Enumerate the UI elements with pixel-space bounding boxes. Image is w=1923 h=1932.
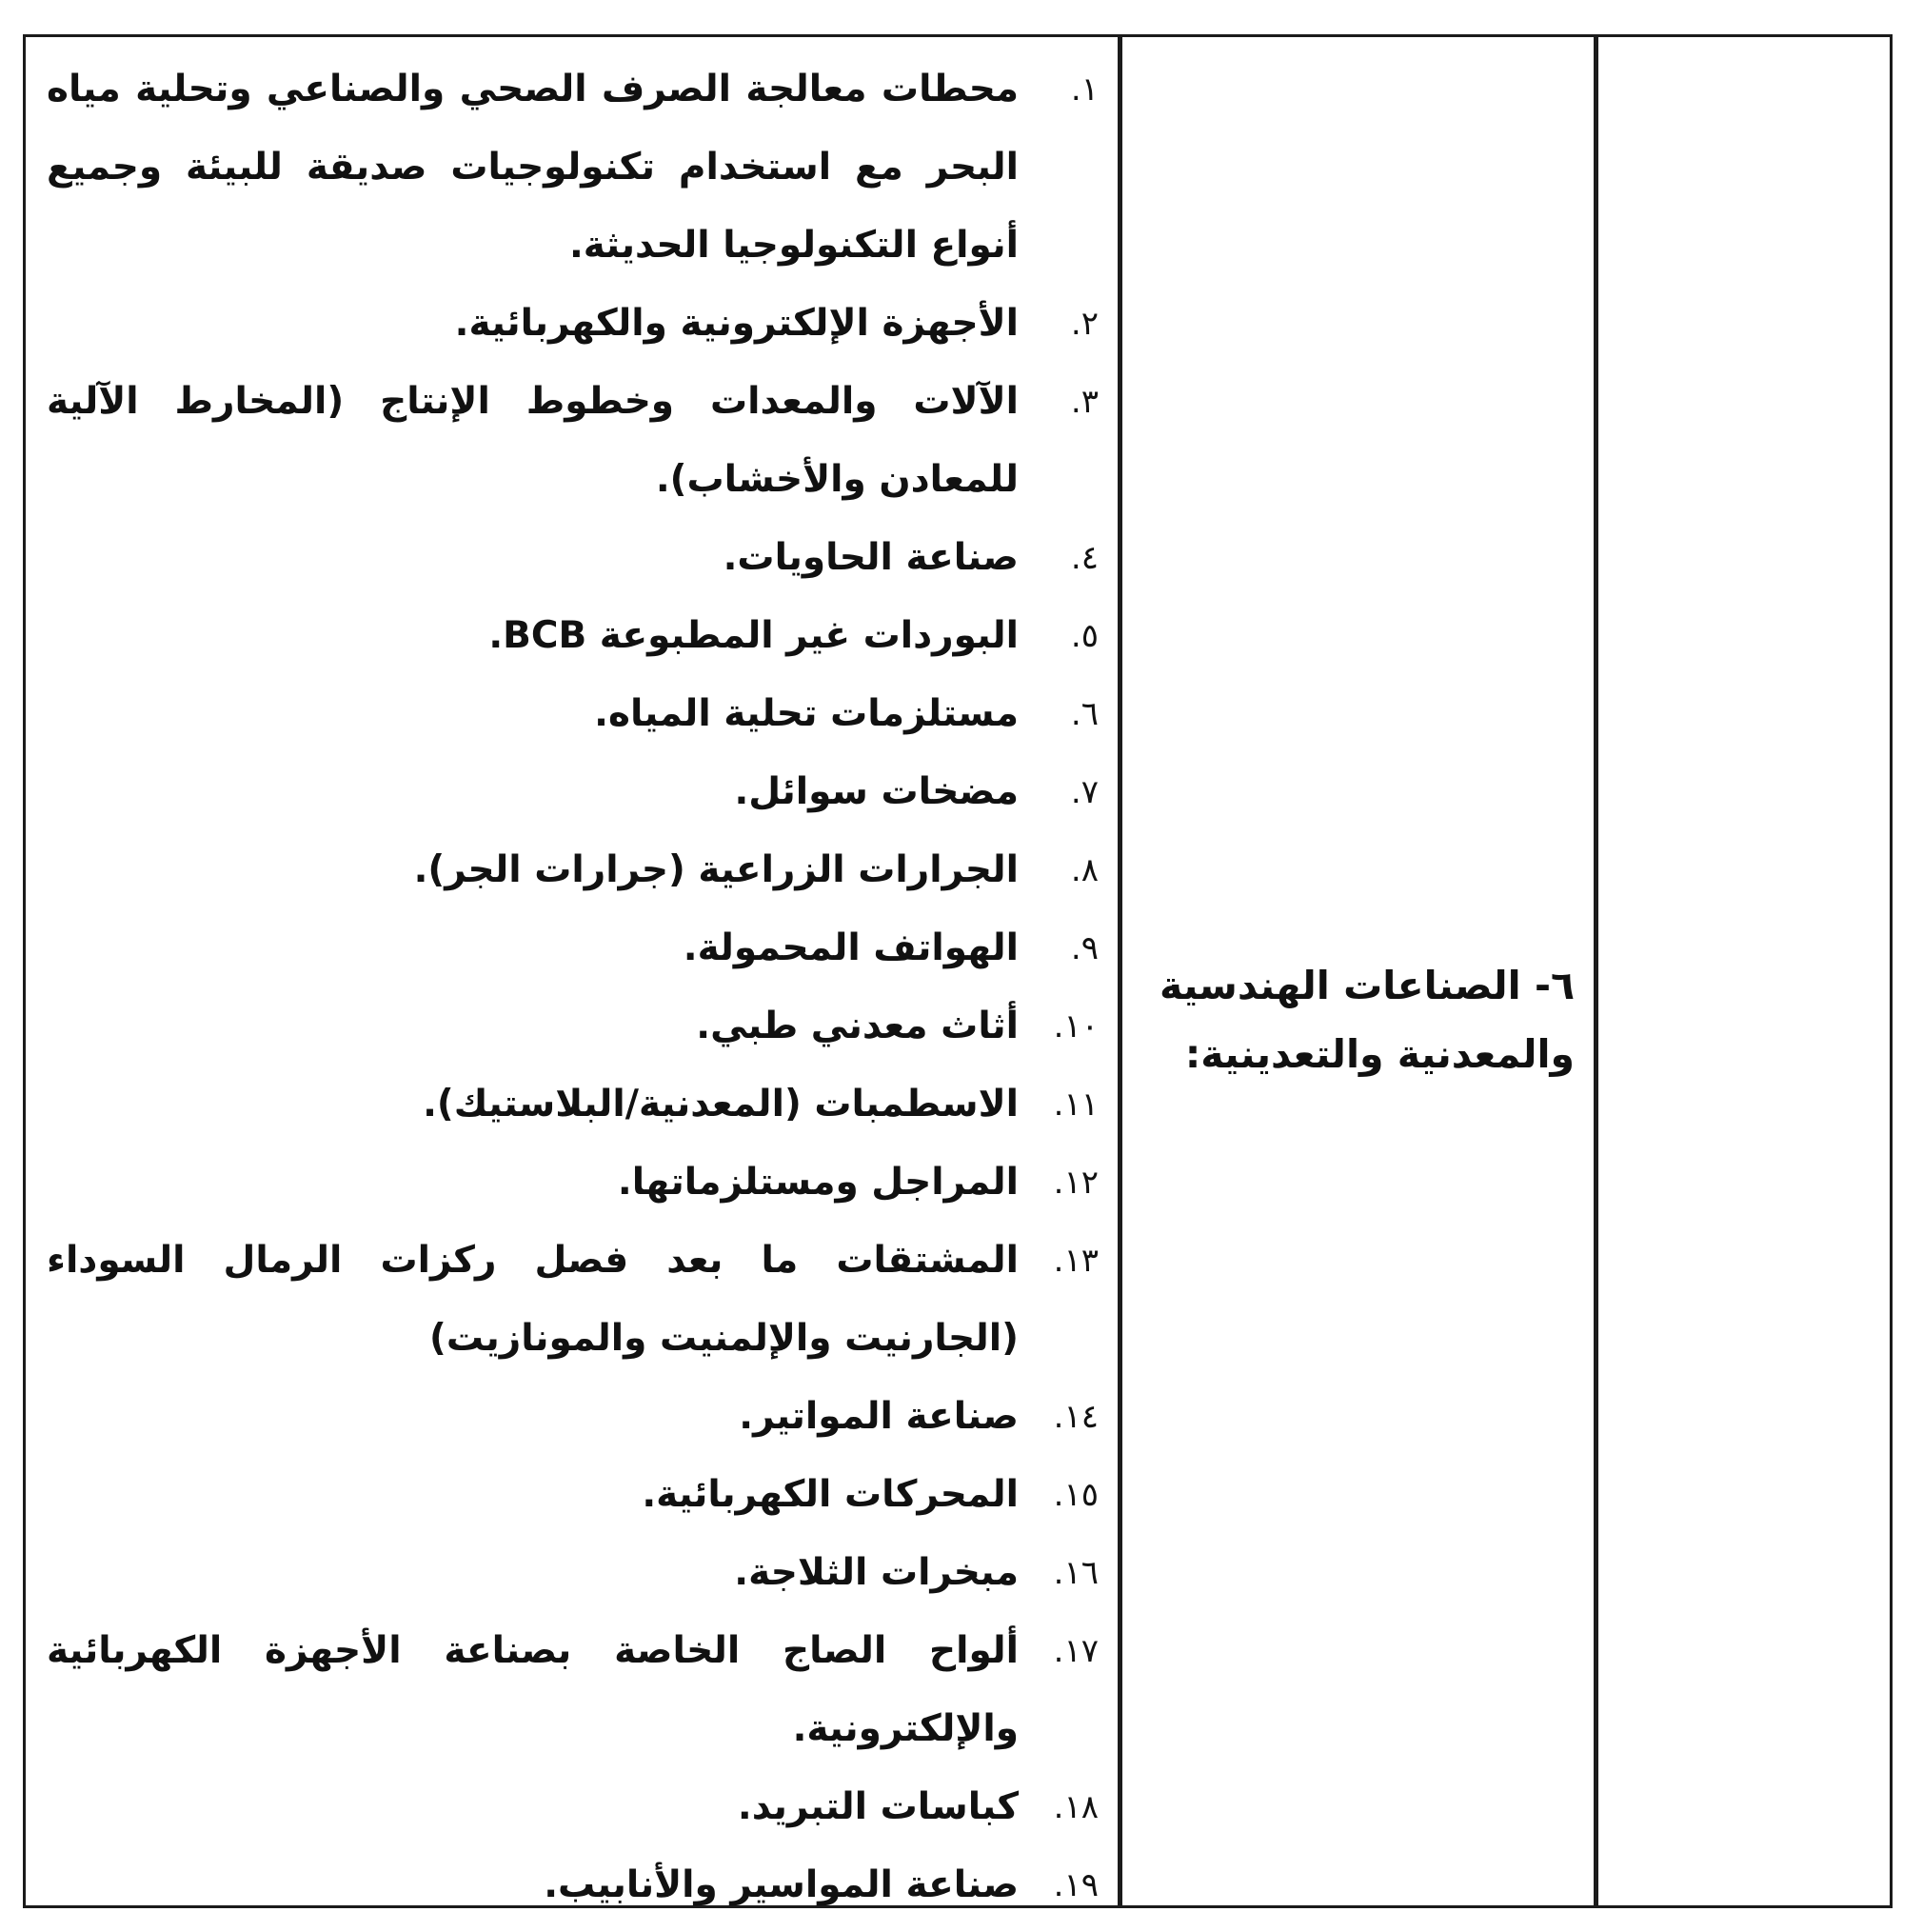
item-number: ٦. xyxy=(1070,695,1099,733)
item-text: صناعة الحاويات. xyxy=(723,536,1019,579)
item-text: المراجل ومستلزماتها. xyxy=(617,1161,1019,1204)
item-text: ألواح الصاج الخاصة بصناعة الأجهزة الكهربائية والإلكترونية. xyxy=(47,1629,1019,1750)
item-number: ١٣. xyxy=(1053,1242,1099,1280)
list-item xyxy=(26,1066,1118,1144)
item-number: ٧. xyxy=(1070,773,1099,811)
list-item xyxy=(26,1534,1118,1612)
item-number: ٥. xyxy=(1070,617,1099,655)
item-text: مستلزمات تحلية المياه. xyxy=(594,692,1019,735)
item-number: ١٨. xyxy=(1053,1788,1099,1826)
list-item xyxy=(26,753,1118,831)
list-item xyxy=(26,1222,1118,1378)
list-item xyxy=(26,1612,1118,1768)
item-number: ١٩. xyxy=(1053,1866,1099,1904)
item-number: ٩. xyxy=(1070,929,1099,967)
item-text: الهواتف المحمولة. xyxy=(683,926,1019,969)
item-text: صناعة المواتير. xyxy=(739,1395,1019,1438)
item-text: المشتقات ما بعد فصل ركزات الرمال السوداء (الجارنيت والإلمنيت والمونازيت) xyxy=(47,1239,1019,1360)
empty-column xyxy=(1596,37,1890,1905)
item-text: كباسات التبريد. xyxy=(737,1785,1019,1828)
industry-items-list xyxy=(26,50,1118,1924)
item-text: البوردات غير المطبوعة BCB. xyxy=(488,614,1019,657)
item-text: صناعة المواسير والأنابيب. xyxy=(544,1863,1019,1906)
list-item xyxy=(26,597,1118,675)
category-column xyxy=(1120,37,1596,1905)
category-label: ٦- الصناعات الهندسية والمعدنية والتعدينية: xyxy=(1159,963,1575,1077)
item-number: ١٧. xyxy=(1053,1632,1099,1670)
item-number: ٨. xyxy=(1070,851,1099,889)
sector-table xyxy=(23,34,1893,1908)
item-text: محطات معالجة الصرف الصحي والصناعي وتحلية مياه البحر مع استخدام تكنولوجيات صديقة للبيئة وجميع أنواع التكنولوجيا الحديثة. xyxy=(47,68,1019,267)
item-number: ١٤. xyxy=(1053,1398,1099,1436)
item-number: ١٢. xyxy=(1053,1164,1099,1202)
list-item xyxy=(26,675,1118,753)
item-number: ١٦. xyxy=(1053,1554,1099,1592)
item-text: الأجهزة الإلكترونية والكهربائية. xyxy=(454,302,1019,345)
list-item xyxy=(26,363,1118,519)
list-item xyxy=(26,909,1118,987)
list-item xyxy=(26,1456,1118,1534)
item-number: ٣. xyxy=(1070,383,1099,421)
list-item xyxy=(26,519,1118,597)
list-item xyxy=(26,1378,1118,1456)
list-item xyxy=(26,987,1118,1066)
list-item xyxy=(26,285,1118,363)
list-item xyxy=(26,831,1118,909)
item-text: مبخرات الثلاجة. xyxy=(734,1551,1019,1594)
item-number: ١. xyxy=(1070,70,1099,109)
item-number: ٢. xyxy=(1070,305,1099,343)
list-item xyxy=(26,1846,1118,1924)
item-number: ١١. xyxy=(1053,1086,1099,1124)
item-text: المحركات الكهربائية. xyxy=(642,1473,1019,1516)
list-item xyxy=(26,1768,1118,1846)
item-text: أثاث معدني طبي. xyxy=(696,1005,1019,1047)
item-text: الجرارات الزراعية (جرارات الجر). xyxy=(413,848,1019,891)
item-text: الآلات والمعدات وخطوط الإنتاج (المخارط الآلية للمعادن والأخشاب). xyxy=(47,380,1019,501)
item-number: ١٥. xyxy=(1053,1476,1099,1514)
list-item xyxy=(26,50,1118,285)
item-text: مضخات سوائل. xyxy=(734,770,1019,813)
items-column xyxy=(26,37,1120,1905)
item-text: الاسطمبات (المعدنية/البلاستيك). xyxy=(423,1083,1019,1125)
item-number: ١٠. xyxy=(1053,1007,1099,1046)
item-number: ٤. xyxy=(1070,539,1099,577)
list-item xyxy=(26,1144,1118,1222)
